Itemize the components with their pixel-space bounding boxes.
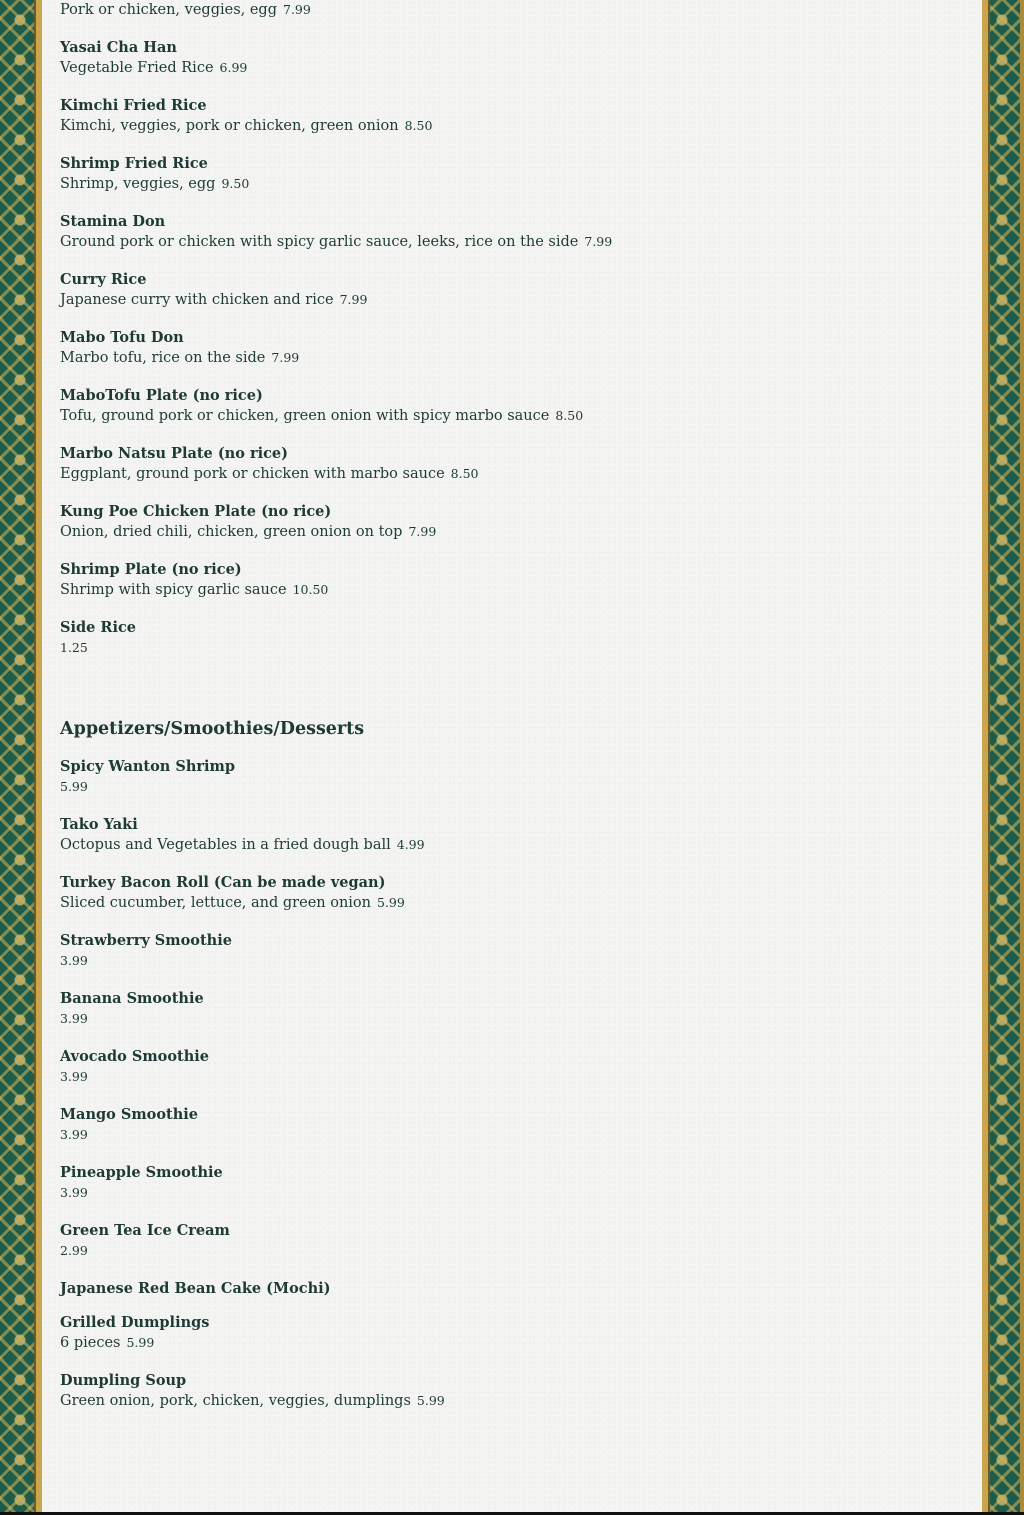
menu-item-name: Pineapple Smoothie bbox=[60, 1164, 223, 1181]
menu-item-description bbox=[60, 1127, 88, 1143]
menu-item-description bbox=[60, 640, 88, 656]
decorative-border-left bbox=[0, 0, 42, 1512]
item-price: 5.99 bbox=[60, 779, 88, 794]
item-price: 9.50 bbox=[221, 176, 250, 191]
item-price: 5.99 bbox=[126, 1335, 155, 1350]
item-price: 3.99 bbox=[60, 953, 88, 968]
menu-item-name: Shrimp Fried Rice bbox=[60, 155, 208, 172]
menu-item-description bbox=[60, 1393, 445, 1409]
description-text: Kimchi, veggies, pork or chicken, green onion bbox=[60, 118, 399, 134]
menu-item-description bbox=[60, 1185, 88, 1201]
menu-item-description bbox=[60, 837, 425, 853]
description-text: Octopus and Vegetables in a fried dough ball bbox=[60, 837, 391, 853]
description-text: Pork or chicken, veggies, egg bbox=[60, 2, 277, 18]
menu-item-name: Green Tea Ice Cream bbox=[60, 1222, 230, 1239]
item-price: 1.25 bbox=[60, 640, 88, 655]
menu-item-description bbox=[60, 2, 311, 18]
menu-item-name: Turkey Bacon Roll (Can be made vegan) bbox=[60, 874, 386, 891]
item-price: 7.99 bbox=[271, 350, 300, 365]
menu-item-name: Japanese Red Bean Cake (Mochi) bbox=[60, 1280, 331, 1297]
item-price: 8.50 bbox=[450, 466, 479, 481]
menu-item-description bbox=[60, 350, 299, 366]
menu-item-description bbox=[60, 234, 612, 250]
menu-item-name: Grilled Dumplings bbox=[60, 1314, 210, 1331]
menu-item-description bbox=[60, 466, 479, 482]
menu-item-description bbox=[60, 408, 583, 424]
menu-item-name: Avocado Smoothie bbox=[60, 1048, 209, 1065]
item-price: 7.99 bbox=[339, 292, 368, 307]
menu-item-name: Banana Smoothie bbox=[60, 990, 204, 1007]
decorative-border-right bbox=[982, 0, 1024, 1512]
menu-item-description bbox=[60, 1335, 154, 1351]
menu-item-name: Spicy Wanton Shrimp bbox=[60, 758, 235, 775]
menu-item-description bbox=[60, 779, 88, 795]
menu-item-name: Dumpling Soup bbox=[60, 1372, 187, 1389]
item-price: 8.50 bbox=[555, 408, 584, 423]
menu-item-name: MaboTofu Plate (no rice) bbox=[60, 387, 263, 404]
menu-item-name: Kung Poe Chicken Plate (no rice) bbox=[60, 503, 332, 520]
menu-item-description bbox=[60, 118, 432, 134]
menu-item-description bbox=[60, 60, 247, 76]
item-price: 7.99 bbox=[283, 2, 311, 17]
menu-item-name: Kimchi Fried Rice bbox=[60, 97, 207, 114]
menu-item-name: Shrimp Plate (no rice) bbox=[60, 561, 242, 578]
item-price: 5.99 bbox=[416, 1393, 445, 1408]
description-text: Japanese curry with chicken and rice bbox=[60, 292, 334, 308]
description-text: Shrimp, veggies, egg bbox=[60, 176, 216, 192]
description-text: Vegetable Fried Rice bbox=[60, 60, 214, 76]
item-price: 3.99 bbox=[60, 1069, 88, 1084]
menu-item-name: Mabo Tofu Don bbox=[60, 329, 184, 346]
menu-item-description bbox=[60, 524, 436, 540]
section-title: Appetizers/Smoothies/Desserts bbox=[60, 719, 365, 739]
menu-item-description bbox=[60, 582, 328, 598]
item-price: 3.99 bbox=[60, 1011, 88, 1026]
menu-item-description bbox=[60, 895, 405, 911]
menu-item-description bbox=[60, 176, 249, 192]
menu-item-name: Side Rice bbox=[60, 619, 137, 636]
item-price: 5.99 bbox=[377, 895, 405, 910]
menu-item-name: Stamina Don bbox=[60, 213, 166, 230]
menu-item-name: Strawberry Smoothie bbox=[60, 932, 232, 949]
description-text: Sliced cucumber, lettuce, and green onion bbox=[60, 895, 371, 911]
menu-item-name: Tako Yaki bbox=[60, 816, 138, 833]
description-text: Marbo tofu, rice on the side bbox=[60, 350, 266, 366]
menu-item-name: Marbo Natsu Plate (no rice) bbox=[60, 445, 289, 462]
description-text: Ground pork or chicken with spicy garlic sauce, leeks, rice on the side bbox=[60, 234, 579, 250]
menu-item-description bbox=[60, 1011, 88, 1027]
item-price: 8.50 bbox=[404, 118, 433, 133]
description-text: Green onion, pork, chicken, veggies, dumplings bbox=[60, 1393, 411, 1409]
description-text: Shrimp with spicy garlic sauce bbox=[60, 582, 287, 598]
description-text: Eggplant, ground pork or chicken with marbo sauce bbox=[60, 466, 445, 482]
item-price: 7.99 bbox=[408, 524, 437, 539]
description-text: Tofu, ground pork or chicken, green onion with spicy marbo sauce bbox=[60, 408, 550, 424]
item-price: 10.50 bbox=[292, 582, 329, 597]
item-price: 2.99 bbox=[60, 1243, 88, 1258]
item-price: 3.99 bbox=[60, 1127, 88, 1142]
item-price: 6.99 bbox=[219, 60, 248, 75]
menu-item-description bbox=[60, 292, 367, 308]
item-price: 3.99 bbox=[60, 1185, 88, 1200]
item-price: 7.99 bbox=[584, 234, 613, 249]
description-text: Onion, dried chili, chicken, green onion on top bbox=[60, 524, 403, 540]
menu-item-name: Yasai Cha Han bbox=[60, 39, 177, 56]
menu-item-name: Mango Smoothie bbox=[60, 1106, 198, 1123]
menu-item-name: Curry Rice bbox=[60, 271, 147, 288]
menu-item-description bbox=[60, 953, 88, 969]
description-text: 6 pieces bbox=[60, 1335, 121, 1351]
item-price: 4.99 bbox=[396, 837, 425, 852]
menu-item-description bbox=[60, 1069, 88, 1085]
menu-item-description bbox=[60, 1243, 88, 1259]
